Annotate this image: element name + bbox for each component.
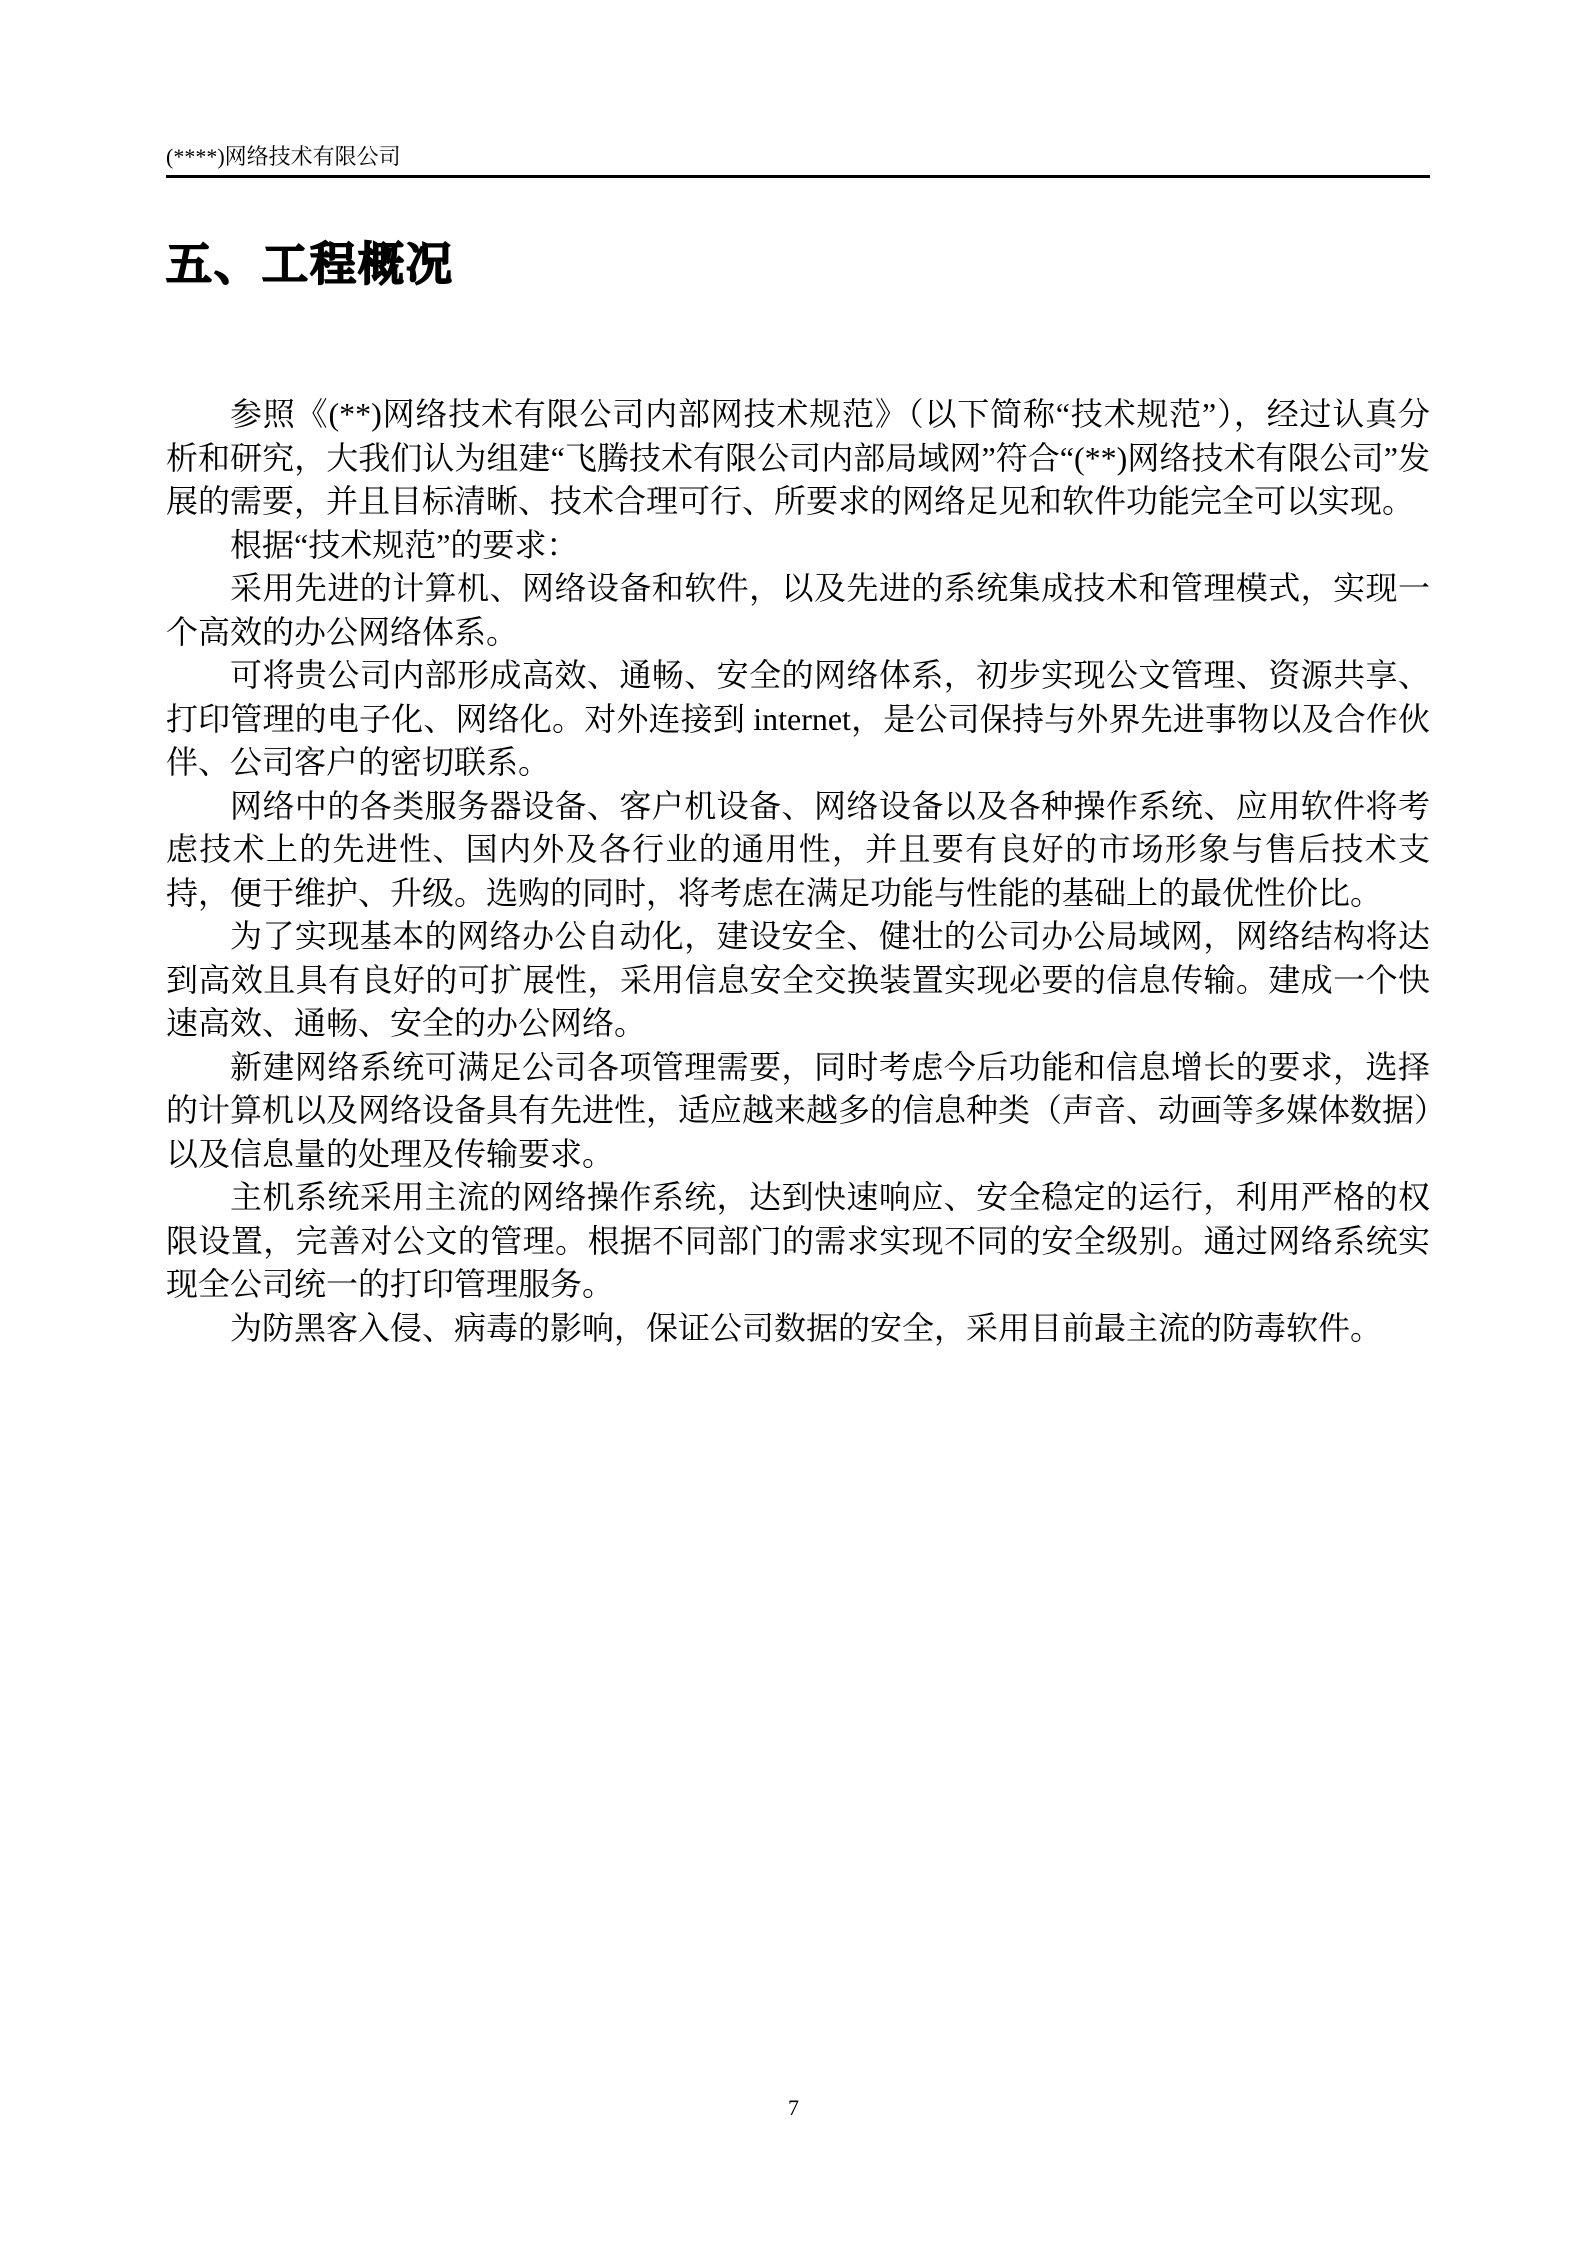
paragraph: 可将贵公司内部形成高效、通畅、安全的网络体系，初步实现公文管理、资源共享、打印管理的电子化、网络化。对外连接到 internet，是公司保持与外界先进事物以及合作伙伴、公司客户的密切联系。 bbox=[166, 657, 1430, 780]
paragraph: 新建网络系统可满足公司各项管理需要，同时考虑今后功能和信息增长的要求，选择的计算机以及网络设备具有先进性，适应越来越多的信息种类（声音、动画等多媒体数据）以及信息量的处理及传输要求。 bbox=[166, 1048, 1431, 1172]
section-title: 五、工程概况 bbox=[166, 237, 454, 291]
paragraph: 主机系统采用主流的网络操作系统，达到快速响应、安全稳定的运行，利用严格的权限设置，完善对公文的管理。根据不同部门的需求实现不同的安全级别。通过网络系统实现全公司统一的打印管理服务。 bbox=[166, 1179, 1430, 1302]
paragraph: 参照《(**)网络技术有限公司内部网技术规范》（以下简称“技术规范”），经过认真分析和研究，大我们认为组建“飞腾技术有限公司内部局域网”符合“(**)网络技术有限公司”发展的需要，并且目标清晰、技术合理可行、所要求的网络足见和软件功能完全可以实现。 bbox=[166, 396, 1430, 519]
paragraph: 根据“技术规范”的要求： bbox=[230, 526, 579, 563]
paragraph: 采用先进的计算机、网络设备和软件，以及先进的系统集成技术和管理模式，实现一个高效的办公网络体系。 bbox=[166, 570, 1430, 650]
body-text bbox=[166, 393, 1430, 1350]
paragraph: 为了实现基本的网络办公自动化，建设安全、健壮的公司办公局域网，网络结构将达到高效且具有良好的可扩展性，采用信息安全交换装置实现必要的信息传输。建成一个快速高效、通畅、安全的办公网络。 bbox=[166, 918, 1430, 1041]
header-rule bbox=[166, 175, 1430, 178]
paragraph: 网络中的各类服务器设备、客户机设备、网络设备以及各种操作系统、应用软件将考虑技术上的先进性、国内外及各行业的通用性，并且要有良好的市场形象与售后技术支持，便于维护、升级。选购的同时，将考虑在满足功能与性能的基础上的最优性价比。 bbox=[166, 787, 1430, 911]
paragraph: 为防黑客入侵、病毒的影响，保证公司数据的安全，采用目前最主流的防毒软件。 bbox=[230, 1309, 1383, 1346]
page-number: 7 bbox=[788, 2095, 799, 2120]
page-header: (****)网络技术有限公司 bbox=[166, 144, 401, 169]
